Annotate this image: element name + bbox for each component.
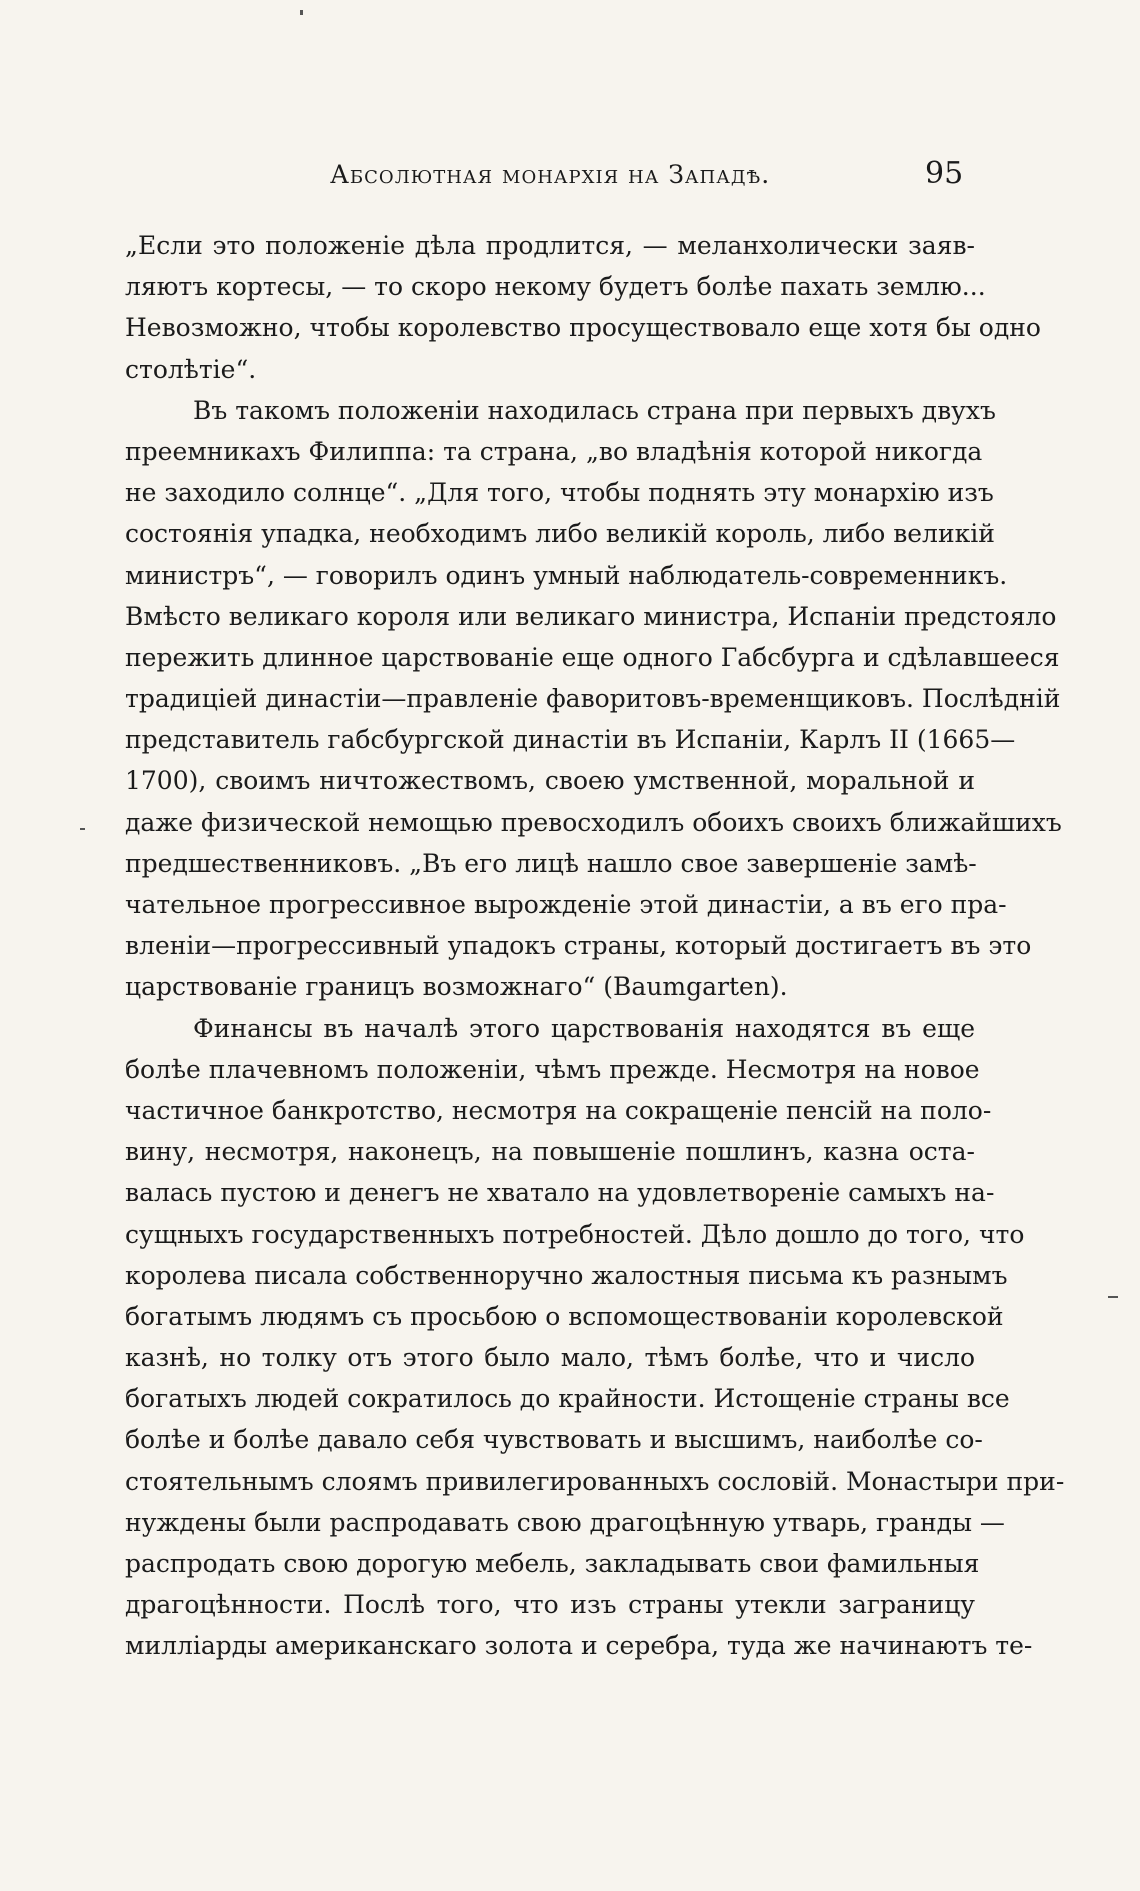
running-title: Абсолютная монархія на Западѣ.: [330, 160, 771, 189]
text-line: сущныхъ государственныхъ потребностей. Дѣло дошло до того, что: [125, 1219, 1025, 1249]
text-line: распродать свою дорогую мебель, закладывать свои фамильныя: [125, 1549, 980, 1578]
text-line: частичное банкротство, несмотря на сокращеніе пенсій на поло-: [125, 1095, 992, 1125]
text-line: Финансы въ началѣ этого царствованія находятся въ еще: [193, 1013, 975, 1043]
paragraph: [125, 225, 1041, 390]
text-line: королева писала собственноручно жалостныя письма къ разнымъ: [125, 1260, 1008, 1290]
text-line: богатымъ людямъ съ просьбою о вспомоществованіи королевской: [125, 1301, 1004, 1331]
text-line: Невозможно, чтобы королевство просуществовало еще хотя бы одно: [125, 313, 1041, 343]
text-line: валась пустою и денегъ не хватало на удовлетвореніе самыхъ на-: [125, 1178, 995, 1208]
text-line: даже физической немощью превосходилъ обоихъ своихъ ближайшихъ: [125, 807, 1062, 837]
text-line: вину, несмотря, наконецъ, на повышеніе пошлинъ, казна оста-: [125, 1137, 975, 1167]
ink-speck: [1108, 1296, 1118, 1298]
text-line: состоянія упадка, необходимъ либо великій король, либо великій: [125, 519, 995, 549]
text-line: министръ“, — говорилъ одинъ умный наблюдатель-современникъ.: [125, 560, 1008, 590]
text-line: Въ такомъ положеніи находилась страна при первыхъ двухъ: [193, 395, 996, 425]
ink-speck: [300, 10, 303, 15]
text-line: преемникахъ Филиппа: та страна, „во владѣнія которой никогда: [125, 436, 983, 466]
page-number: 95: [925, 156, 964, 191]
text-line: казнѣ, но толку отъ этого было мало, тѣмъ болѣе, что и число: [125, 1343, 975, 1373]
text-line: болѣе и болѣе давало себя чувствовать и высшимъ, наиболѣе со-: [125, 1425, 983, 1455]
text-line: традиціей династіи—правленіе фаворитовъ-временщиковъ. Послѣдній: [125, 684, 1061, 714]
text-line: царствованіе границъ возможнаго“ (Baumgarten).: [125, 972, 788, 1002]
text-line: „Если это положеніе дѣла продлится, — меланхолически заяв-: [125, 231, 975, 260]
text-line: милліарды американскаго золота и серебра, туда же начинаютъ те-: [125, 1631, 1033, 1661]
ink-speck: [80, 828, 85, 830]
text-line: пережить длинное царствованіе еще одного Габсбурга и сдѣлавшееся: [125, 642, 1060, 672]
text-line: вленіи—прогрессивный упадокъ страны, который достигаетъ въ это: [125, 931, 1032, 961]
text-line: нуждены были распродавать свою драгоцѣнную утварь, гранды —: [125, 1507, 1005, 1537]
running-header: [0, 156, 1140, 200]
text-line: чательное прогрессивное вырожденіе этой династіи, а въ его пра-: [125, 890, 1007, 919]
text-line: Вмѣсто великаго короля или великаго министра, Испаніи предстояло: [125, 601, 1057, 631]
text-line: богатыхъ людей сократилось до крайности. Истощеніе страны все: [125, 1384, 1010, 1414]
paragraph: [125, 1008, 1065, 1667]
body-text: [125, 225, 1065, 1667]
text-line: ляютъ кортесы, — то скоро некому будетъ болѣе пахать землю...: [125, 272, 986, 302]
text-line: 1700), своимъ ничтожествомъ, своею умственной, моральной и: [125, 766, 975, 796]
text-line: стоятельнымъ слоямъ привилегированныхъ сословій. Монастыри при-: [125, 1466, 1065, 1496]
text-line: столѣтіе“.: [125, 354, 257, 384]
text-line: драгоцѣнности. Послѣ того, что изъ страны утекли заграницу: [125, 1590, 975, 1620]
text-line: представитель габсбургской династіи въ Испаніи, Карлъ II (1665—: [125, 725, 1016, 755]
text-line: болѣе плачевномъ положеніи, чѣмъ прежде. Несмотря на новое: [125, 1054, 980, 1084]
text-line: предшественниковъ. „Въ его лицѣ нашло свое завершеніе замѣ-: [125, 848, 977, 878]
text-line: не заходило солнце“. „Для того, чтобы поднять эту монархію изъ: [125, 478, 994, 508]
paragraph: [125, 390, 1062, 1008]
